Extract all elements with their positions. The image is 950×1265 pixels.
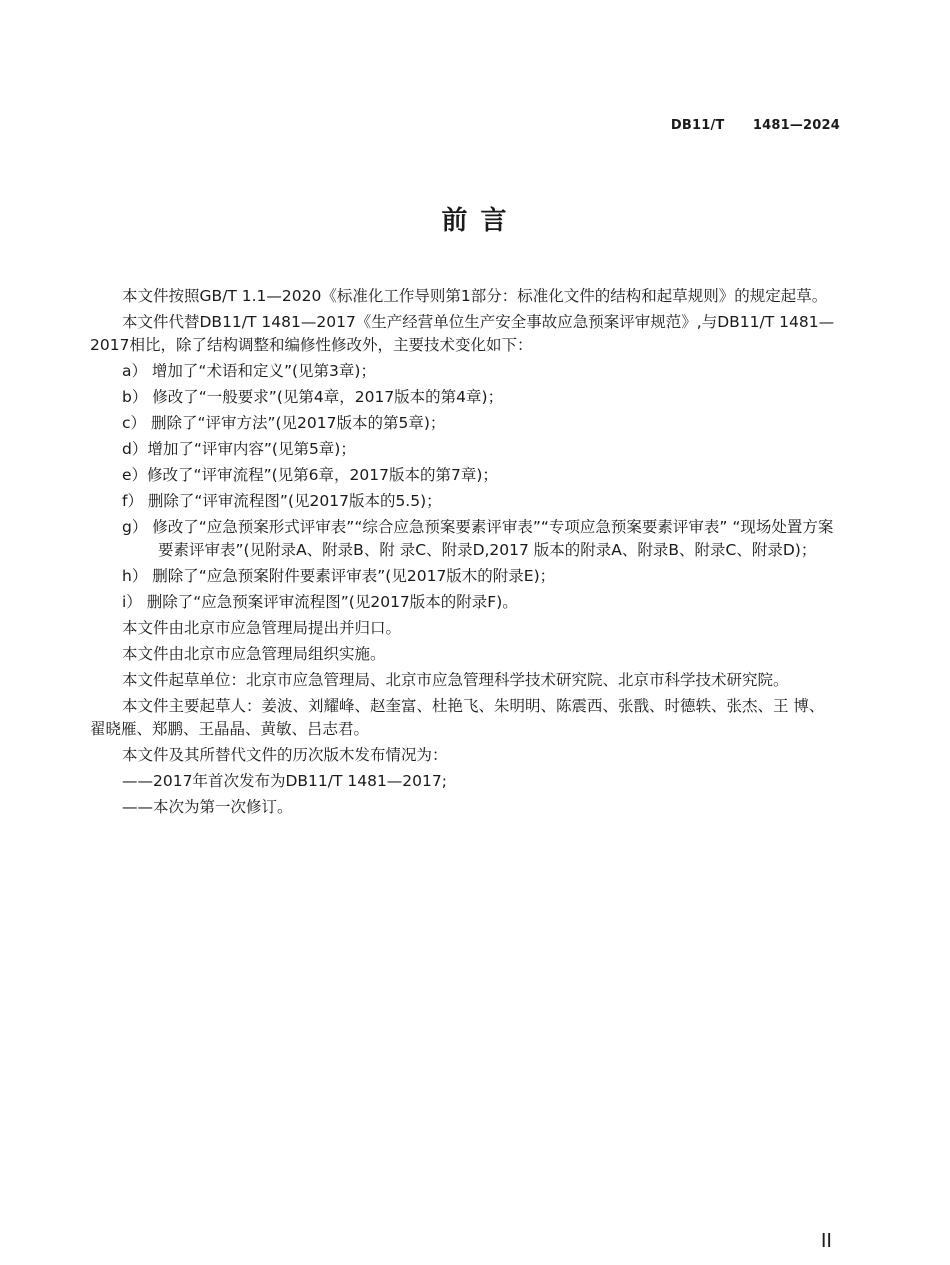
history-line: ——2017年首次发布为DB11/T 1481—2017; bbox=[122, 772, 447, 790]
paragraph-drafters: 本文件主要起草人：姜波、刘耀峰、赵奎富、杜艳飞、朱明明、陈震西、张戬、时德轶、张杰、王 博、翟晓雁、郑鹏、王晶晶、黄敏、吕志君。 bbox=[90, 697, 825, 738]
paragraph-implementer: 本文件由北京市应急管理局组织实施。 bbox=[122, 645, 386, 663]
paragraph-replacement: 本文件代替DB11/T 1481—2017《生产经营单位生产安全事故应急预案评审规范》,与DB11/T 1481—2017相比，除了结构调整和编修性修改外，主要技术变化如下： bbox=[90, 313, 835, 354]
list-item: d）增加了“评审内容”(见第5章)； bbox=[122, 440, 356, 458]
history-line: ——本次为第一次修订。 bbox=[122, 798, 293, 816]
paragraph-proposer: 本文件由北京市应急管理局提出并归口。 bbox=[122, 619, 402, 637]
list-item: b） 修改了“一般要求”(见第4章，2017版本的第4章)； bbox=[122, 388, 504, 406]
list-item: f） 删除了“评审流程图”(见2017版本的5.5)； bbox=[122, 492, 442, 510]
list-item: e）修改了“评审流程”(见第6章，2017版本的第7章)； bbox=[122, 466, 498, 484]
paragraph-drafting-units: 本文件起草单位：北京市应急管理局、北京市应急管理科学技术研究院、北京市科学技术研究院。 bbox=[122, 671, 789, 689]
list-item: h） 删除了“应急预案附件要素评审表”(见2017版木的附录E)； bbox=[122, 567, 556, 585]
foreword-body bbox=[90, 285, 835, 822]
page-number: II bbox=[820, 1230, 832, 1252]
paragraph-drafting-rules: 本文件按照GB/T 1.1—2020《标准化工作导则第1部分：标准化文件的结构和起草规则》的规定起草。 bbox=[122, 287, 828, 305]
list-item: i） 删除了“应急预案评审流程图”(见2017版本的附录F)。 bbox=[122, 593, 518, 611]
page-title: 前 言 bbox=[441, 206, 509, 236]
list-item: a） 增加了“术语和定义”(见第3章)； bbox=[122, 362, 376, 380]
list-item: c） 删除了“评审方法”(见2017版本的第5章)； bbox=[122, 414, 446, 432]
standard-code: DB11/T 1481—2024 bbox=[670, 118, 840, 133]
paragraph-history-intro: 本文件及其所替代文件的历次版木发布情况为： bbox=[122, 746, 448, 764]
list-item: g） 修改了“应急预案形式评审表”“综合应急预案要素评审表”“专项应急预案要素评审表” “现场处置方案要素评审表”(见附录A、附录B、附 录C、附录D,2017 版本的附录A、附录B、附录C、附录D)； bbox=[122, 518, 834, 559]
